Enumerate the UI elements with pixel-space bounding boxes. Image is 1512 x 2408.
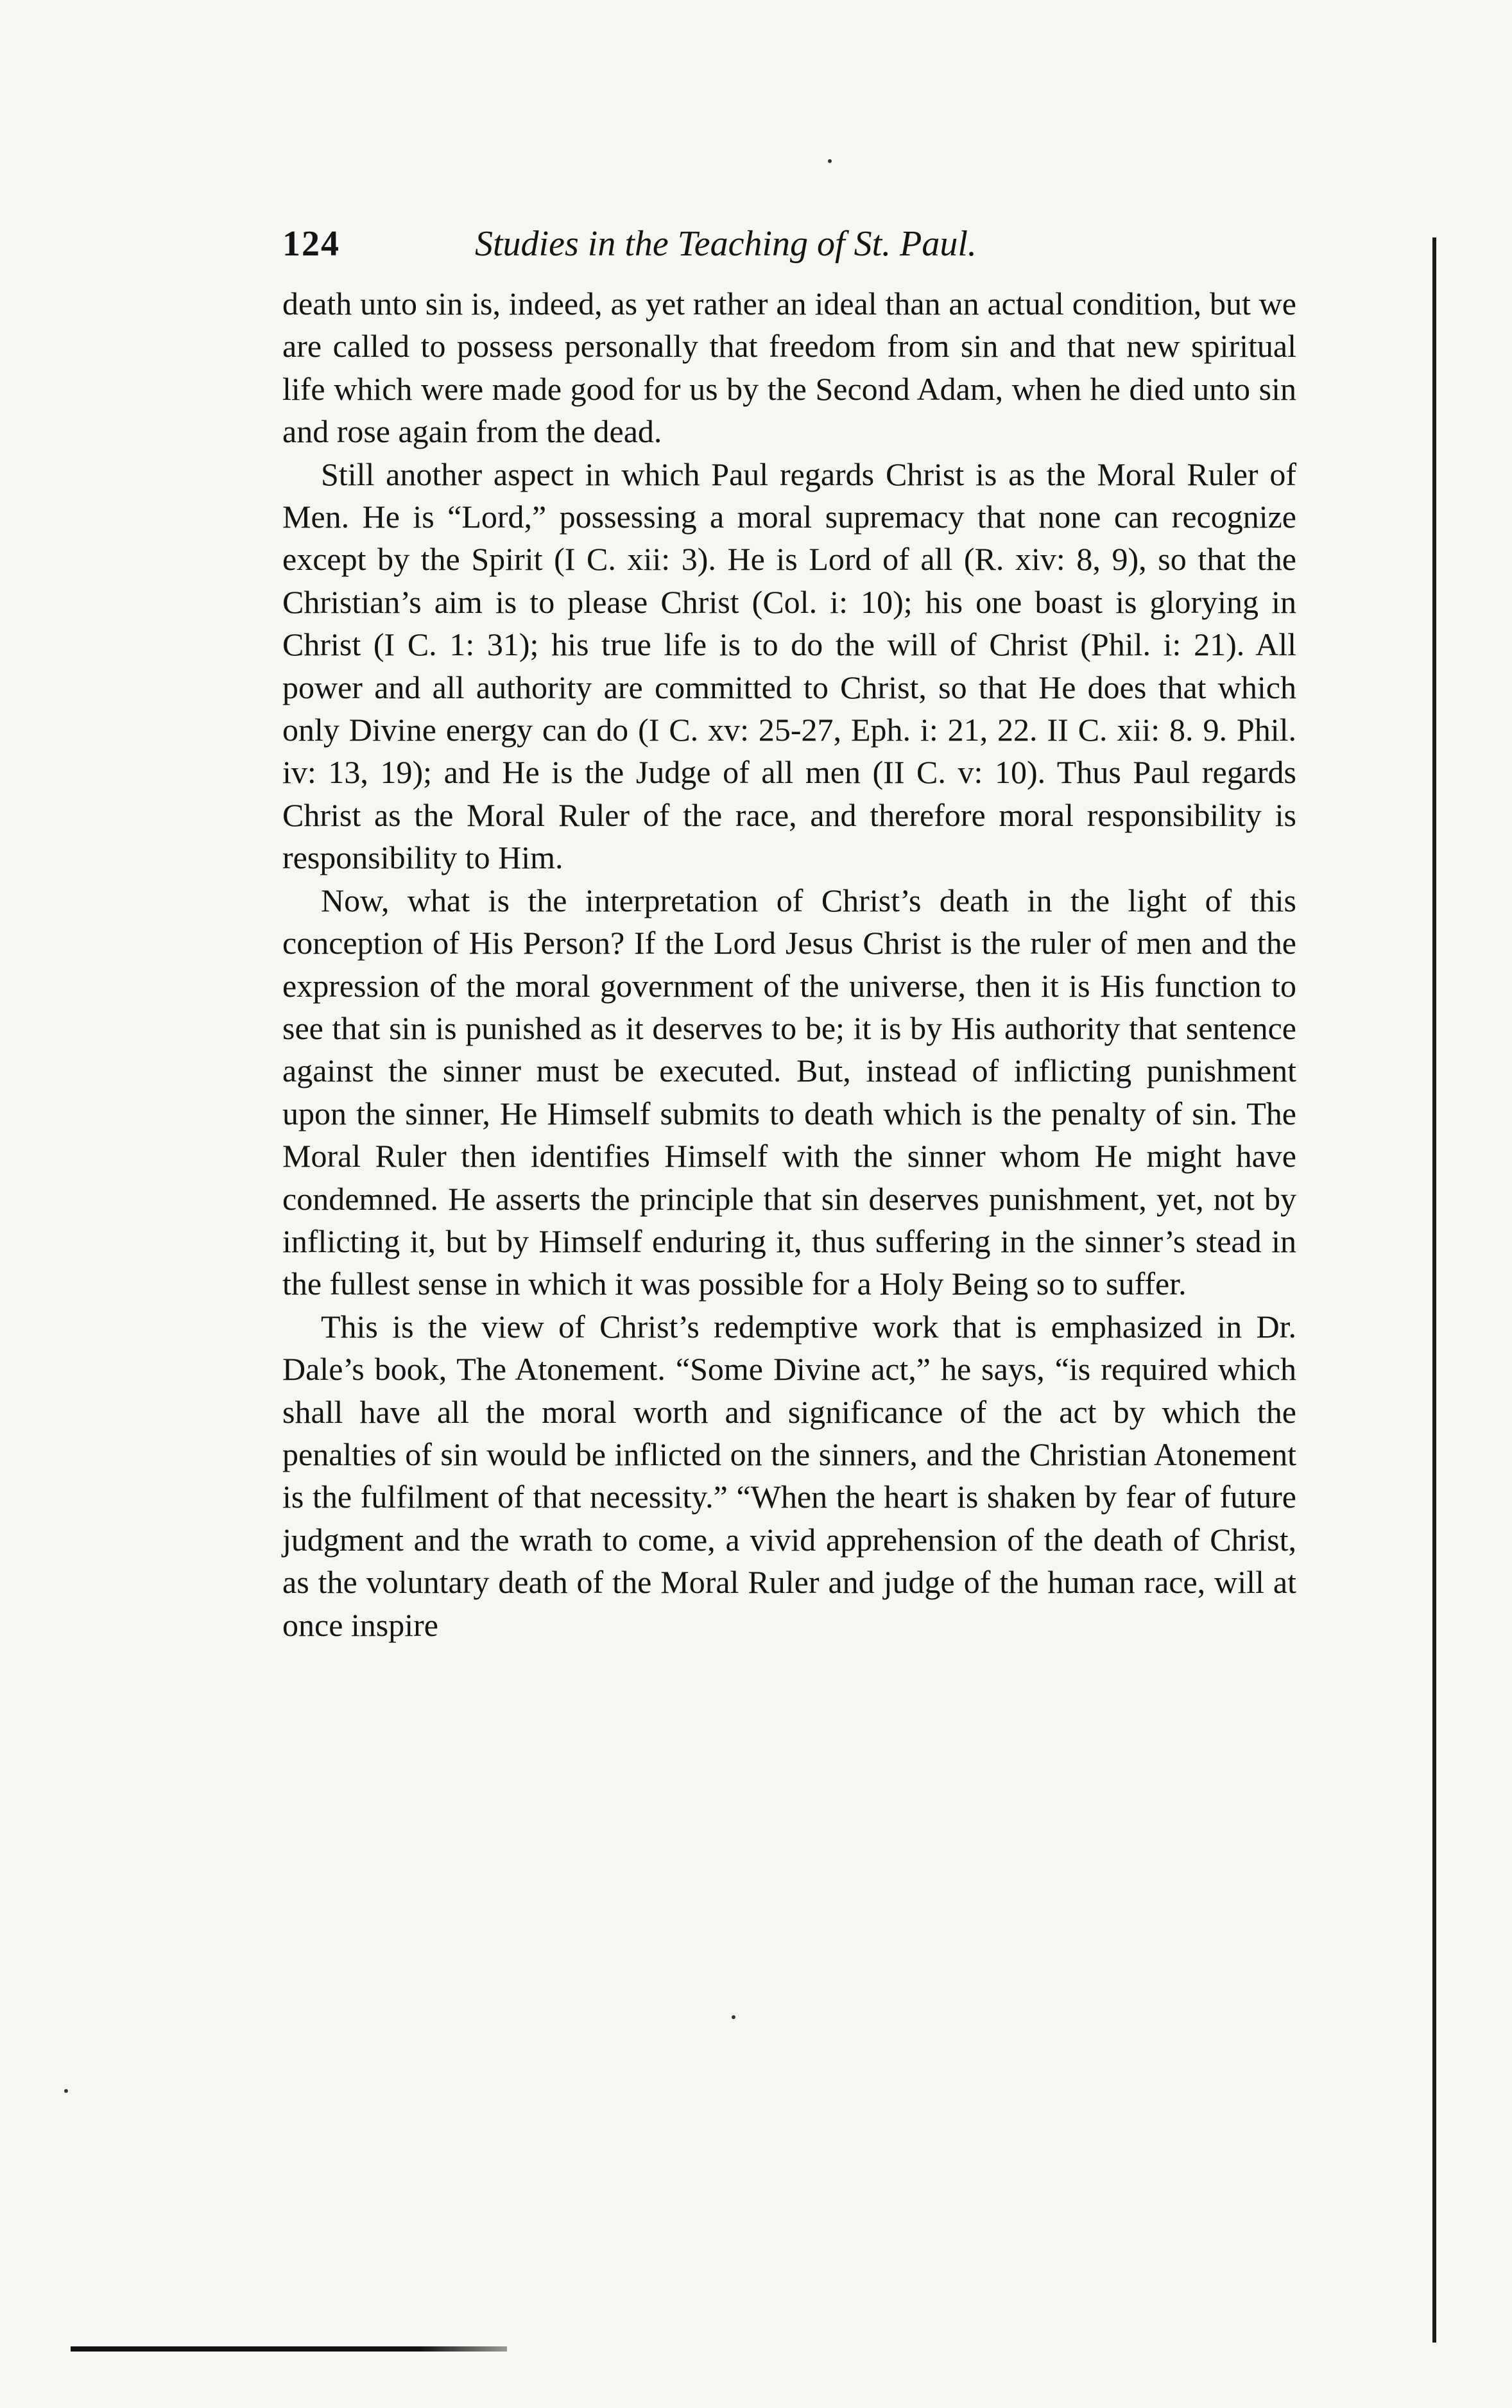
paragraph-3: Now, what is the interpretation of Christ’s death in the light of this conception of His Person? If the Lord Jesus Christ is the ruler of men and the expression of the moral government of the universe, then it is His function to see that sin is punished as it deserves to be; it is by His authority that sentence against the sinner must be executed. But, instead of inflicting punishment upon the sinner, He Himself submits to death which is the penalty of sin. The Moral Ruler then identifies Himself with the sinner whom He might have condemned. He asserts the principle that sin deserves punishment, yet, not by inflicting it, but by Himself enduring it, thus suffering in the sinner’s stead in the fullest sense in which it was possible for a Holy Being so to suffer. [282,882,1296,1302]
scan-speck [732,2015,735,2019]
bottom-edge-rule [71,2346,507,2352]
running-title: Studies in the Teaching of St. Paul. [475,224,977,264]
page-number: 124 [282,224,340,264]
scan-speck [64,2089,68,2093]
paragraph-2: Still another aspect in which Paul regards Christ is as the Moral Ruler of Men. He is “Lord,” possessing a moral supremacy that none can recognize except by the Spirit (I C. xii: 3). He is Lord of all (R. xiv: 8, 9), so that the Christian’s aim is to please Christ (Col. i: 10); his one boast is glorying in Christ (I C. 1: 31); his true life is to do the will of Christ (Phil. i: 21). All power and all authority are committed to Christ, so that He does that which only Divine energy can do (I C. xv: 25-27, Eph. i: 21, 22. II C. xii: 8. 9. Phil. iv: 13, 19); and He is the Judge of all men (II C. v: 10). Thus Paul regards Christ as the Moral Ruler of the race, and therefore moral responsibility is responsibility to Him. [282,456,1296,876]
paragraph-4: This is the view of Christ’s redemptive work that is emphasized in Dr. Dale’s book, The Atonement. “Some Divine act,” he says, “is required which shall have all the moral worth and significance of the act by which the penalties of sin would be inflicted on the sinners, and the Christian Atonement is the fulfilment of that necessity.” “When the heart is shaken by fear of future judgment and the wrath to come, a vivid apprehension of the death of Christ, as the voluntary death of the Moral Ruler and judge of the human race, will at once inspire [282,1308,1296,1643]
paragraph-1: death unto sin is, indeed, as yet rather an ideal than an actual condition, but we are called to possess personally that freedom from sin and that new spiritual life which were made good for us by the Second Adam, when he died unto sin and rose again from the dead. [282,286,1296,450]
body-text [282,282,1296,1646]
scan-speck [828,159,832,163]
binding-edge-rule [1432,237,1436,2343]
page-header [282,218,1296,270]
